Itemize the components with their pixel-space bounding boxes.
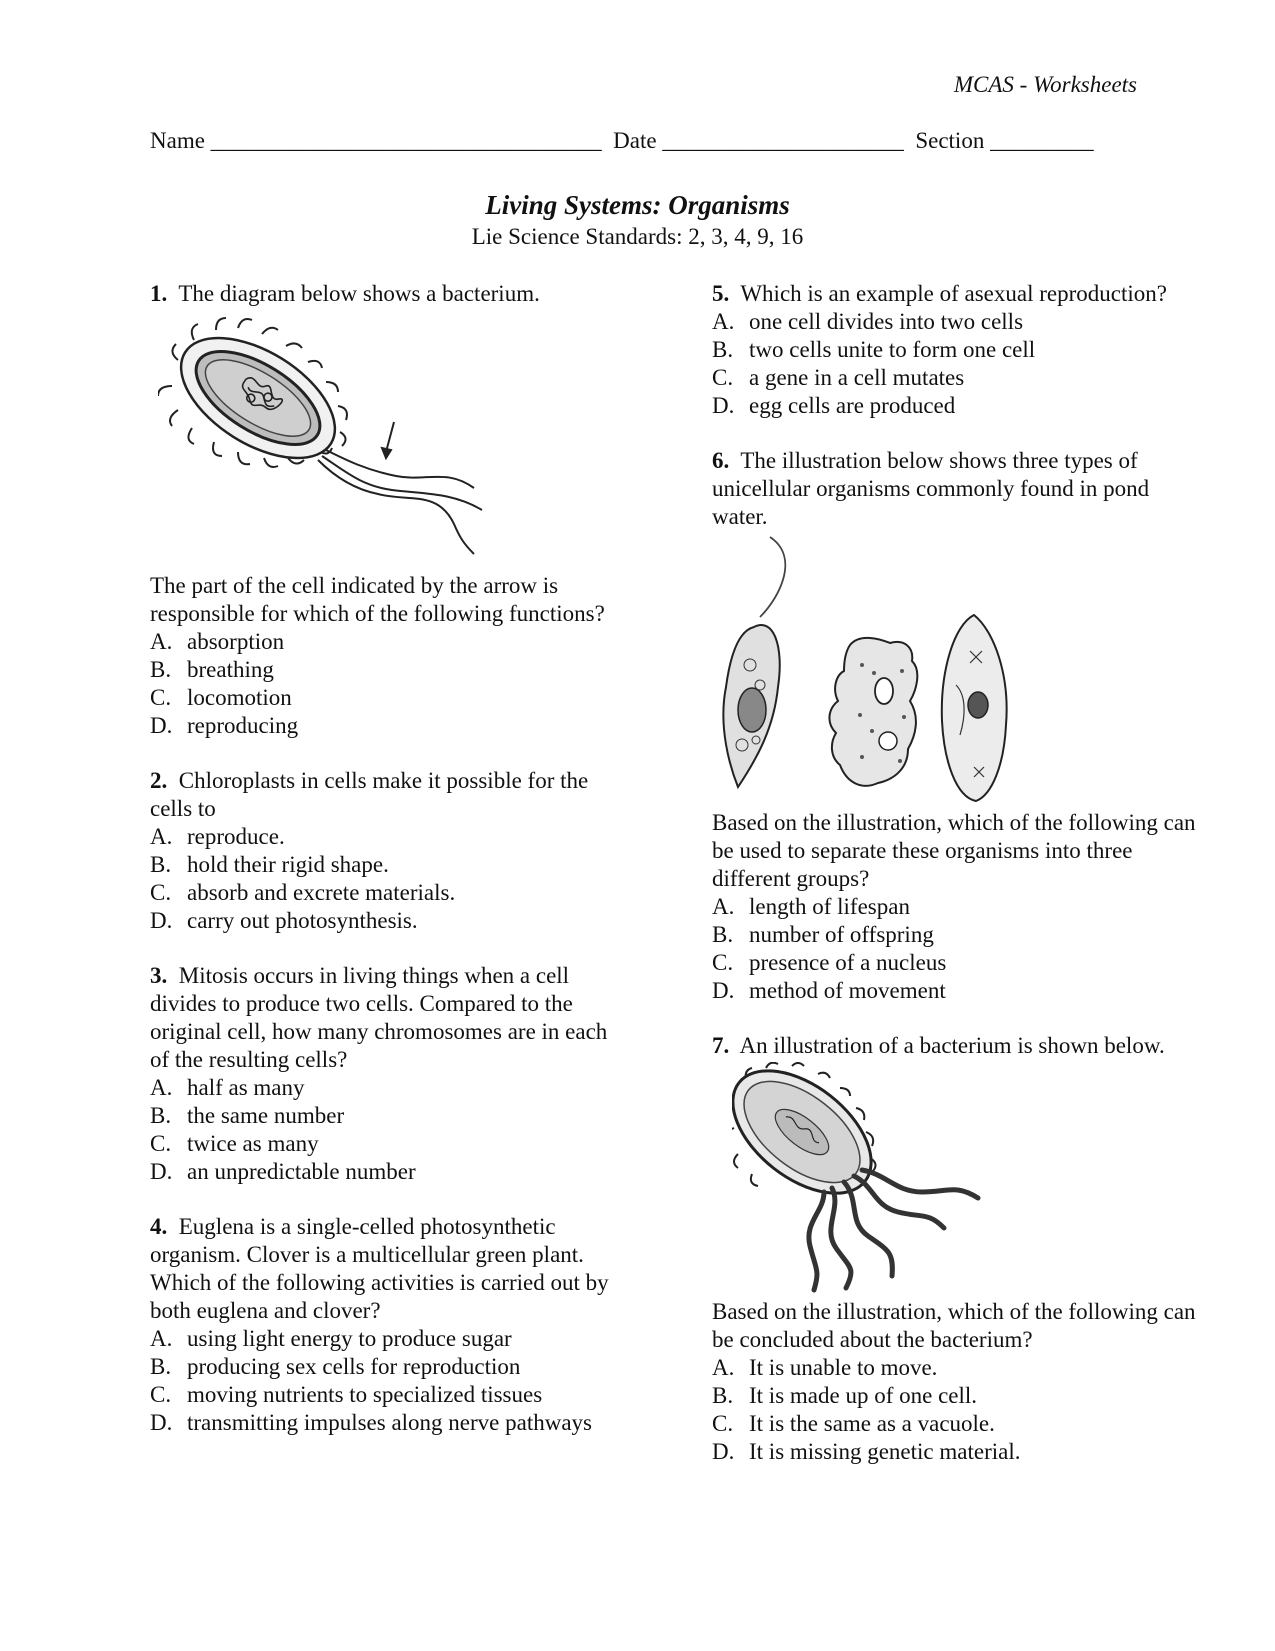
answer-option[interactable]: A. reproduce. xyxy=(150,824,285,849)
page-title: Living Systems: Organisms xyxy=(485,190,790,220)
question-1 xyxy=(150,280,630,740)
amoeba-drawing xyxy=(829,638,917,786)
answer-option[interactable]: C. presence of a nucleus xyxy=(712,950,947,975)
answer-option[interactable]: B. two cells unite to form one cell xyxy=(712,337,1036,362)
answer-option[interactable]: C. moving nutrients to specialized tissues xyxy=(150,1382,543,1407)
answer-option[interactable]: C. locomotion xyxy=(150,685,292,710)
answer-option[interactable]: C. absorb and excrete materials. xyxy=(150,880,456,905)
answer-option[interactable]: B. hold their rigid shape. xyxy=(150,852,389,877)
question-stem: 7. An illustration of a bacterium is shown below. xyxy=(712,1033,1165,1058)
answer-option[interactable]: C. twice as many xyxy=(150,1131,319,1156)
question-2 xyxy=(150,767,630,935)
answer-option[interactable]: D. an unpredictable number xyxy=(150,1159,416,1184)
answer-option[interactable]: D. It is missing genetic material. xyxy=(712,1439,1021,1464)
question-stem: 4. Euglena is a single-celled photosynthetic organism. Clover is a multicellular green plant. Which of the following activities is carried out by both euglena and clover? xyxy=(150,1214,609,1323)
answer-option[interactable]: A. absorption xyxy=(150,629,285,654)
answer-option[interactable]: B. number of offspring xyxy=(712,922,934,947)
question-follow-up: Based on the illustration, which of the following can be concluded about the bacterium? xyxy=(712,1299,1196,1352)
answer-option[interactable]: B. the same number xyxy=(150,1103,345,1128)
bacterium-flagella-figure xyxy=(158,310,630,572)
question-number: 5. xyxy=(712,281,730,306)
question-number: 1. xyxy=(150,281,168,306)
question-3 xyxy=(150,962,630,1186)
worksheet-series-label: MCAS - Worksheets xyxy=(953,72,1137,97)
pond-organisms-figure xyxy=(712,535,1202,809)
answer-option[interactable]: D. method of movement xyxy=(712,978,946,1003)
answer-option[interactable]: B. producing sex cells for reproduction xyxy=(150,1354,521,1379)
question-follow-up: Based on the illustration, which of the following can be used to separate these organisms into three different groups? xyxy=(712,810,1196,891)
question-number: 4. xyxy=(150,1214,168,1239)
question-number: 3. xyxy=(150,963,168,988)
answer-option[interactable]: A. half as many xyxy=(150,1075,305,1100)
answer-option[interactable]: B. It is made up of one cell. xyxy=(712,1383,978,1408)
question-stem: 5. Which is an example of asexual reproduction? xyxy=(712,281,1167,306)
left-column xyxy=(150,280,630,1437)
right-column xyxy=(712,280,1202,1466)
paramecium-drawing xyxy=(942,615,1007,801)
bacterium-diagram xyxy=(158,310,498,560)
question-stem: 2. Chloroplasts in cells make it possible for the cells to xyxy=(150,768,589,821)
question-number: 2. xyxy=(150,768,168,793)
question-6 xyxy=(712,447,1202,1005)
answer-option[interactable]: B. breathing xyxy=(150,657,274,682)
question-follow-up: The part of the cell indicated by the arrow is responsible for which of the following functions? xyxy=(150,573,605,626)
question-stem: 6. The illustration below shows three types of unicellular organisms commonly found in pond water. xyxy=(712,448,1150,529)
question-number: 7. xyxy=(712,1033,730,1058)
answer-option[interactable]: C. It is the same as a vacuole. xyxy=(712,1411,995,1436)
answer-option[interactable]: A. one cell divides into two cells xyxy=(712,309,1024,334)
question-5 xyxy=(712,280,1202,420)
name-date-section-line: Name __________________________________ Date _____________________ Section _________ xyxy=(150,128,1094,153)
question-4 xyxy=(150,1213,630,1437)
answer-option[interactable]: D. carry out photosynthesis. xyxy=(150,908,418,933)
three-protists-diagram xyxy=(712,535,1032,805)
answer-option[interactable]: D. transmitting impulses along nerve pathways xyxy=(150,1410,592,1435)
answer-option[interactable]: A. using light energy to produce sugar xyxy=(150,1326,512,1351)
question-number: 6. xyxy=(712,448,730,473)
answer-option[interactable]: D. reproducing xyxy=(150,713,299,738)
question-stem: 3. Mitosis occurs in living things when a cell divides to produce two cells. Compared to the original cell, how many chromosomes are in each of the resulting cells? xyxy=(150,963,608,1072)
page-subtitle: Lie Science Standards: 2, 3, 4, 9, 16 xyxy=(471,224,804,249)
answer-option[interactable]: D. egg cells are produced xyxy=(712,393,956,418)
answer-option[interactable]: C. a gene in a cell mutates xyxy=(712,365,965,390)
question-7 xyxy=(712,1032,1202,1466)
question-stem: 1. The diagram below shows a bacterium. xyxy=(150,281,540,306)
answer-option[interactable]: A. It is unable to move. xyxy=(712,1355,938,1380)
bacterium-illustration xyxy=(732,1062,992,1294)
answer-option[interactable]: A. length of lifespan xyxy=(712,894,910,919)
euglena-drawing xyxy=(723,537,785,787)
bacterium-illustration-figure xyxy=(732,1062,1202,1298)
